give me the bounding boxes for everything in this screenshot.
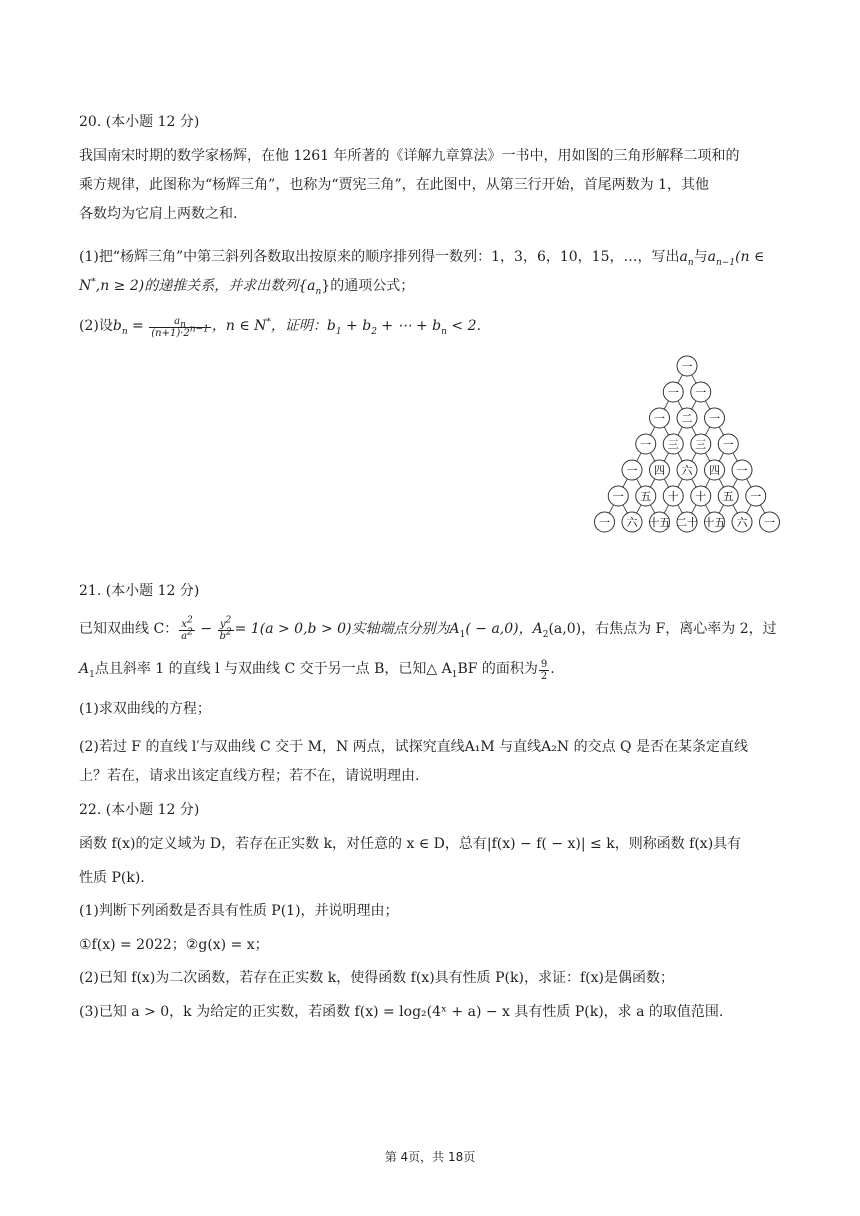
q21-period: . xyxy=(550,661,555,677)
q21-text-c: ( − a,0)，A xyxy=(465,621,543,637)
q21-text-b: = 1(a > 0,b > 0)实轴端点分别为A xyxy=(234,621,460,637)
q20-nstar: N* xyxy=(79,277,96,294)
q21-area-fraction: $\frac{9}{2}$ xyxy=(540,658,548,682)
q20-part2-sum: ，证明：$b_1 + b_2$ + ⋯ + $b_n < 2$. xyxy=(270,318,481,337)
q22-functions: ①f(x) = 2022；②g(x) = x； xyxy=(79,937,269,953)
q21-heading: 21. (本小题 12 分) xyxy=(79,583,200,599)
q21-text-e: 点且斜率 1 的直线 l 与双曲线 C 交于另一点 B，已知△ A xyxy=(94,661,452,677)
q20-part1-text: (1)把“杨辉三角”中第三斜列各数取出按原来的顺序排列得一数列：1，3，6，10，15，…，写出 xyxy=(79,249,680,265)
triangle-node-label: 六 xyxy=(626,516,638,529)
q22-part2: (2)已知 f(x)为二次函数，若存在正实数 k，使得函数 f(x)具有性质 P(k)，求证：f(x)是偶函数； xyxy=(79,970,674,986)
triangle-node-label: 一 xyxy=(709,412,720,425)
q20-part1-cond: (n ∈ xyxy=(735,249,765,265)
q21-line2: $A_1$点且斜率 1 的直线 l 与双曲线 C 交于另一点 B，已知△ $A_1BF$ 的面积为 $\frac{9}{2}$ . xyxy=(79,658,555,682)
q21-frac-y: $\frac{y^2}{b^2}$ xyxy=(219,615,232,642)
q20-text-line1: 我国南宋时期的数学家杨辉，在他 1261 年所著的《详解九章算法》一书中，用如图的三角形解释二项和的 xyxy=(79,148,740,164)
q20-part2-label: (2)设 xyxy=(79,318,113,334)
triangle-node-label: 一 xyxy=(640,438,652,451)
q21-part1: (1)求双曲线的方程； xyxy=(79,701,211,717)
triangle-node-label: 六 xyxy=(736,516,748,529)
q21-frac-x: $\frac{x^2}{a^2}$ xyxy=(181,615,193,642)
triangle-node-label: 一 xyxy=(654,412,665,425)
q20-part2: (2)设$b_n$ = $\frac{a_n}{(n+1)\cdot 2^{n-1}}$ ，n ∈ N*，证明：$b_1 + b_2$ + ⋯ + $b_n < 2$. xyxy=(79,315,481,339)
triangle-node-label: 五 xyxy=(722,490,734,503)
q20-part1-tail: }的通项公式； xyxy=(321,278,415,294)
triangle-node-label: 一 xyxy=(667,386,679,399)
q20-part1-line2 xyxy=(79,272,784,301)
triangle-node-label: 四 xyxy=(654,464,665,477)
q21-a1: A xyxy=(79,661,90,677)
q20-heading: 20. (本小题 12 分) xyxy=(79,114,200,130)
triangle-node-label: 十 xyxy=(695,490,707,503)
triangle-node-label: 六 xyxy=(681,464,693,477)
triangle-node-label: 十五 xyxy=(648,516,671,529)
triangle-node-label: 一 xyxy=(736,464,748,477)
q20-bn-fraction: $\frac{a_n}{(n+1)\cdot 2^{n-1}}$ xyxy=(151,315,209,339)
q21-text-f: BF 的面积为 xyxy=(457,661,538,677)
q22-line2: 性质 P(k). xyxy=(79,870,145,886)
q20-text-line3: 各数均为它肩上两数之和. xyxy=(79,206,238,222)
triangle-node-label: 一 xyxy=(612,490,624,503)
page-footer: 第 4页，共 18页 xyxy=(384,1150,476,1164)
q20-part1-line1 xyxy=(79,243,784,272)
q21-part2-line2: 上？若在，请求出该定直线方程；若不在，请说明理由. xyxy=(79,768,420,784)
triangle-node-label: 一 xyxy=(695,386,707,399)
q20-seq-an: $a_n$ xyxy=(307,278,322,297)
q22-part3: (3)已知 a > 0，k 为给定的正实数，若函数 f(x) = log₂(4ˣ + a) − x 具有性质 P(k)，求 a 的取值范围. xyxy=(79,1004,724,1020)
triangle-node-label: 四 xyxy=(709,464,720,477)
q20-an: $a_n$ xyxy=(679,249,694,268)
triangle-node-label: 十 xyxy=(667,490,679,503)
triangle-node-label: 一 xyxy=(626,464,638,477)
triangle-node-label: 五 xyxy=(640,490,652,503)
q21-line1: 已知双曲线 C： $\frac{x^2}{a^2}$ − $\frac{y^2}{b^2}$ = 1(a > 0,b > 0)实轴端点分别为$A_1( - a,0)$，$A_2(a,0)$，右焦点为 F，离心率为 2，过 xyxy=(79,615,777,642)
triangle-node-label: 一 xyxy=(681,360,693,373)
triangle-node-label: 一 xyxy=(722,438,734,451)
triangle-node-label: 二 xyxy=(681,412,693,425)
q21-text-a: 已知双曲线 C： xyxy=(79,621,179,637)
triangle-node-label: 十五 xyxy=(703,516,726,529)
q20-bn: $b_n$ = xyxy=(112,318,149,337)
q20-part2-cond: ，n ∈ N xyxy=(211,318,267,334)
triangle-node-label: 三 xyxy=(667,438,679,451)
q20-an1: $a_{n-1}$ xyxy=(707,249,736,268)
q22-line1: 函数 f(x)的定义域为 D，若存在正实数 k，对任意的 x ∈ D，总有|f(x) − f( − x)| ≤ k，则称函数 f(x)具有 xyxy=(79,836,742,852)
triangle-node-label: 一 xyxy=(750,490,762,503)
q20-part1-cond2: ,n ≥ 2)的递推关系，并求出数列{ xyxy=(95,278,308,294)
triangle-node-label: 二十 xyxy=(676,516,698,529)
triangle-node-label: 三 xyxy=(695,438,707,451)
q22-part1: (1)判断下列函数是否具有性质 P(1)，并说明理由； xyxy=(79,903,399,919)
q20-text-line2: 乘方规律，此图称为“杨辉三角”，也称为“贾宪三角”，在此图中，从第三行开始，首尾两数为 1，其他 xyxy=(79,177,709,193)
triangle-node-label: 一 xyxy=(764,516,775,529)
q20-part1-mid: 与 xyxy=(693,249,708,265)
q21-part2-line1: (2)若过 F 的直线 l′与双曲线 C 交于 M，N 两点，试探究直线A₁M 与直线A₂N 的交点 Q 是否在某条定直线 xyxy=(79,739,748,755)
q22-heading: 22. (本小题 12 分) xyxy=(79,802,200,818)
triangle-node-label: 一 xyxy=(599,516,610,529)
q21-text-d: (a,0)，右焦点为 F，离心率为 2，过 xyxy=(548,621,777,637)
yang-hui-triangle-figure xyxy=(594,352,790,538)
